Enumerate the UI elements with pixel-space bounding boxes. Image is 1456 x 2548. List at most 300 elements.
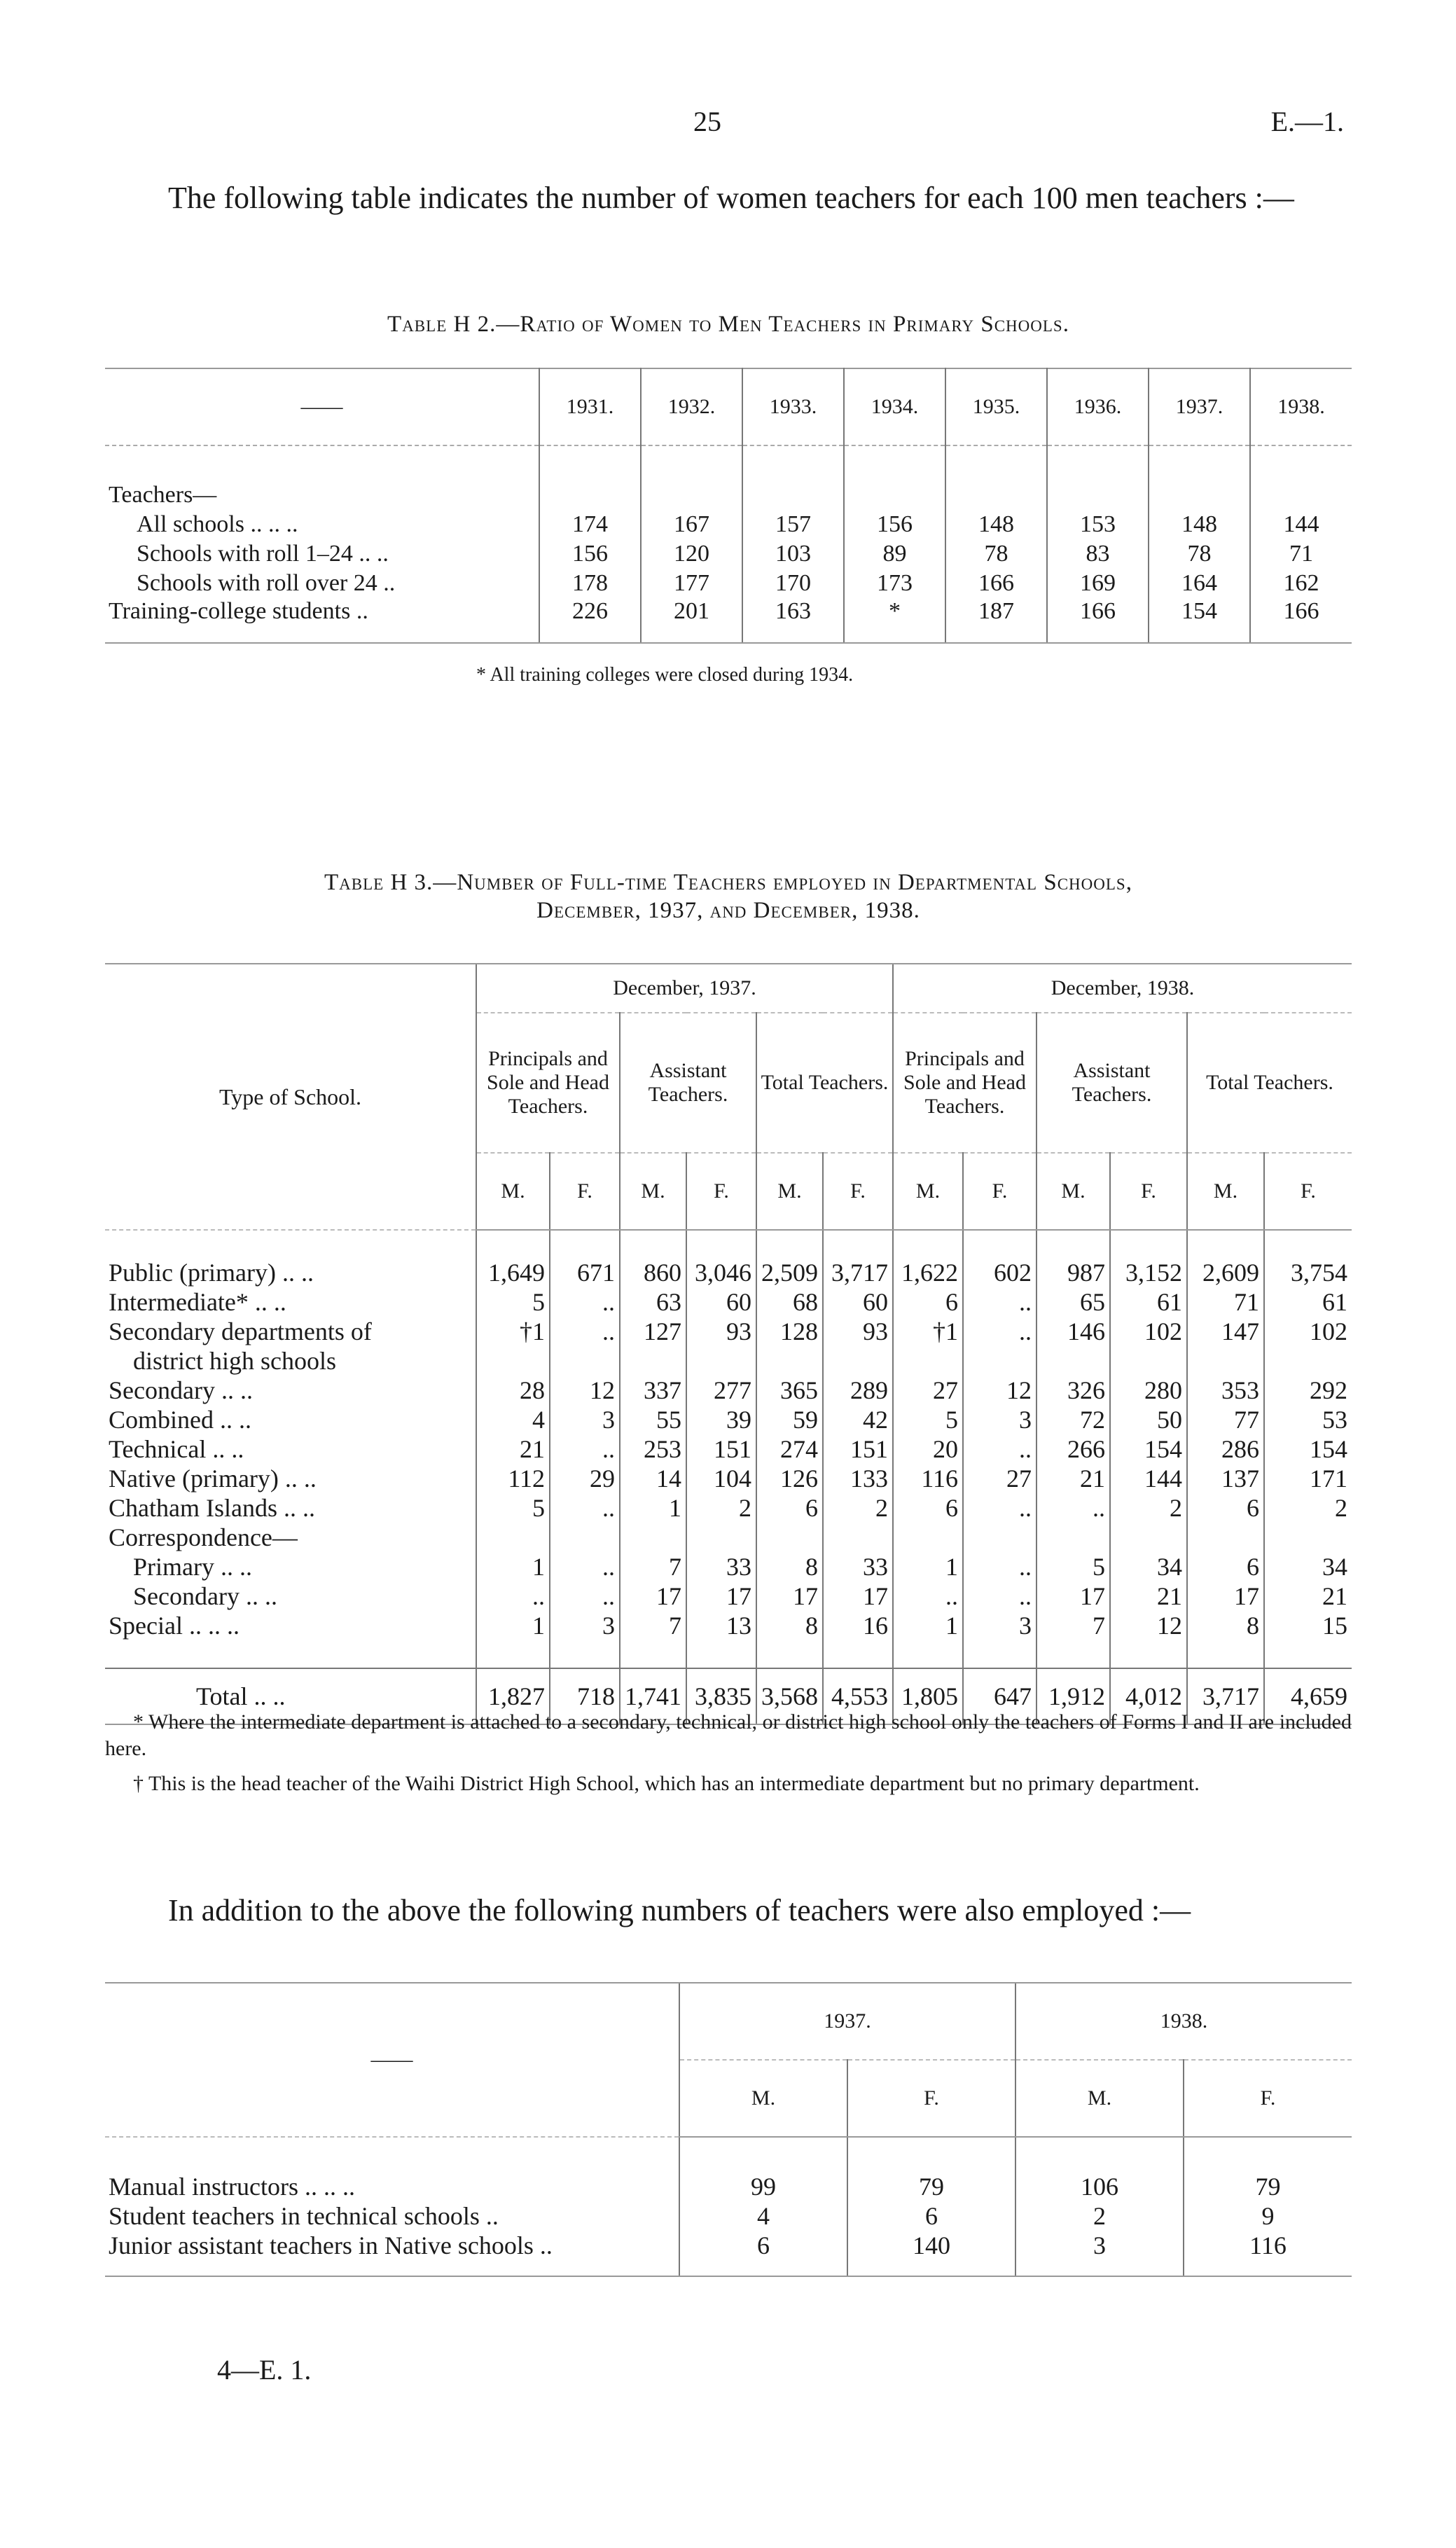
cell: 274 bbox=[756, 1434, 823, 1464]
cell bbox=[476, 1346, 550, 1376]
cell bbox=[963, 1523, 1036, 1552]
type-of-school-header: Type of School. bbox=[105, 964, 476, 1230]
cell: 8 bbox=[756, 1611, 823, 1640]
total-cell: 4,659 bbox=[1264, 1668, 1352, 1724]
cell: 671 bbox=[550, 1258, 620, 1287]
cell: 280 bbox=[1110, 1376, 1187, 1405]
total-cell: 3,835 bbox=[686, 1668, 756, 1724]
table-h2 bbox=[105, 368, 1352, 644]
cell: 166 bbox=[1047, 598, 1149, 643]
cell: 153 bbox=[1047, 510, 1149, 539]
year-header: 1936. bbox=[1047, 368, 1149, 445]
group-label: Teachers— bbox=[109, 482, 217, 508]
total-cell: 1,805 bbox=[893, 1668, 963, 1724]
cell bbox=[823, 1346, 893, 1376]
principals-header: Principals and Sole and Head Teachers. bbox=[476, 1013, 620, 1153]
principals-header: Principals and Sole and Head Teachers. bbox=[893, 1013, 1036, 1153]
cell: 17 bbox=[756, 1581, 823, 1611]
cell: 1 bbox=[620, 1493, 686, 1523]
table-row bbox=[105, 1346, 1352, 1376]
cell: 137 bbox=[1187, 1464, 1264, 1493]
total-cell: 3,717 bbox=[1187, 1668, 1264, 1724]
row-label: Schools with roll 1–24 .. .. bbox=[137, 541, 389, 567]
male-header: M. bbox=[1036, 1153, 1110, 1230]
cell: 33 bbox=[686, 1552, 756, 1581]
cell: 146 bbox=[1036, 1317, 1110, 1346]
note-intermediate: * Where the intermediate department is attached to a secondary, technical, or district high school only the teachers of Forms I and II are included here. bbox=[105, 1710, 1352, 1760]
cell bbox=[1110, 1523, 1187, 1552]
cell: 3,754 bbox=[1264, 1258, 1352, 1287]
assistant-header: Assistant Teachers. bbox=[1036, 1013, 1187, 1153]
signature-mark: 4—E. 1. bbox=[217, 2354, 312, 2386]
cell bbox=[1187, 1523, 1264, 1552]
cell bbox=[1036, 1523, 1110, 1552]
cell bbox=[476, 1523, 550, 1552]
cell: 20 bbox=[893, 1434, 963, 1464]
row-label: Secondary .. .. bbox=[133, 1582, 277, 1610]
cell: 289 bbox=[823, 1376, 893, 1405]
table-h2-stub-head: —— bbox=[300, 395, 343, 418]
row-label: Native (primary) .. .. bbox=[109, 1465, 317, 1493]
cell: 170 bbox=[742, 569, 844, 598]
year-header: 1937. bbox=[1149, 368, 1250, 445]
cell: 112 bbox=[476, 1464, 550, 1493]
cell: 21 bbox=[1036, 1464, 1110, 1493]
cell: 226 bbox=[539, 598, 641, 643]
cell: 21 bbox=[1264, 1581, 1352, 1611]
cell: 166 bbox=[945, 569, 1047, 598]
year-header: 1931. bbox=[539, 368, 641, 445]
table-row bbox=[105, 1376, 1352, 1405]
cell: 61 bbox=[1264, 1287, 1352, 1317]
row-label: Secondary departments of bbox=[109, 1317, 372, 1345]
cell: 173 bbox=[844, 569, 945, 598]
year-header: 1935. bbox=[945, 368, 1047, 445]
cell: 106 bbox=[1015, 2172, 1184, 2201]
table-row bbox=[105, 2231, 1352, 2276]
table-row bbox=[105, 1523, 1352, 1552]
cell: 72 bbox=[1036, 1405, 1110, 1434]
additional-teachers-table bbox=[105, 1982, 1352, 2277]
table-h3-title-line2: December, 1937, and December, 1938. bbox=[536, 898, 920, 923]
cell: 6 bbox=[847, 2201, 1015, 2231]
male-header: M. bbox=[476, 1153, 550, 1230]
table-row bbox=[105, 1581, 1352, 1611]
cell: 53 bbox=[1264, 1405, 1352, 1434]
cell: 174 bbox=[539, 510, 641, 539]
cell: 163 bbox=[742, 598, 844, 643]
row-label: Chatham Islands .. .. bbox=[109, 1494, 315, 1522]
cell: 6 bbox=[1187, 1552, 1264, 1581]
table-h2-title bbox=[105, 312, 1352, 338]
cell: 353 bbox=[1187, 1376, 1264, 1405]
cell: 60 bbox=[823, 1287, 893, 1317]
cell bbox=[1264, 1523, 1352, 1552]
cell: 156 bbox=[539, 539, 641, 569]
cell: 9 bbox=[1184, 2201, 1352, 2231]
cell: .. bbox=[963, 1493, 1036, 1523]
cell: 292 bbox=[1264, 1376, 1352, 1405]
cell: 147 bbox=[1187, 1317, 1264, 1346]
table-h2-footnote: * All training colleges were closed during 1934. bbox=[476, 664, 854, 686]
cell: 6 bbox=[893, 1493, 963, 1523]
cell bbox=[1187, 1346, 1264, 1376]
cell: 3,152 bbox=[1110, 1258, 1187, 1287]
cell: 120 bbox=[641, 539, 742, 569]
cell bbox=[550, 1346, 620, 1376]
female-header: F. bbox=[1264, 1153, 1352, 1230]
cell: 68 bbox=[756, 1287, 823, 1317]
row-label: Special .. .. .. bbox=[109, 1612, 240, 1640]
row-label: Student teachers in technical schools .. bbox=[109, 2202, 499, 2230]
cell bbox=[756, 1346, 823, 1376]
cell: 17 bbox=[823, 1581, 893, 1611]
cell bbox=[620, 1523, 686, 1552]
row-label: Public (primary) .. .. bbox=[109, 1259, 314, 1287]
cell: 2,509 bbox=[756, 1258, 823, 1287]
cell: 1 bbox=[893, 1552, 963, 1581]
cell: 59 bbox=[756, 1405, 823, 1434]
cell: 1,649 bbox=[476, 1258, 550, 1287]
cell: 201 bbox=[641, 598, 742, 643]
cell: 60 bbox=[686, 1287, 756, 1317]
cell: 169 bbox=[1047, 569, 1149, 598]
cell: 42 bbox=[823, 1405, 893, 1434]
cell: 2 bbox=[1015, 2201, 1184, 2231]
period-1937-header: December, 1937. bbox=[476, 964, 893, 1013]
cell: 77 bbox=[1187, 1405, 1264, 1434]
cell: 7 bbox=[620, 1611, 686, 1640]
table-row bbox=[105, 539, 1352, 569]
cell: 2,609 bbox=[1187, 1258, 1264, 1287]
cell: 83 bbox=[1047, 539, 1149, 569]
cell bbox=[756, 1523, 823, 1552]
total-header: Total Teachers. bbox=[1187, 1013, 1352, 1153]
year-header: 1934. bbox=[844, 368, 945, 445]
additional-intro-paragraph bbox=[105, 1891, 1352, 1930]
cell: 6 bbox=[679, 2231, 847, 2276]
page-header bbox=[0, 105, 1456, 147]
cell: 128 bbox=[756, 1317, 823, 1346]
table-row bbox=[105, 1434, 1352, 1464]
cell: 8 bbox=[756, 1552, 823, 1581]
female-header: F. bbox=[1110, 1153, 1187, 1230]
cell: 151 bbox=[686, 1434, 756, 1464]
table-row bbox=[105, 598, 1352, 643]
additional-intro-text: In addition to the above the following numbers of teachers were also employed :— bbox=[168, 1893, 1191, 1927]
total-cell: 1,912 bbox=[1036, 1668, 1110, 1724]
table-row bbox=[105, 1464, 1352, 1493]
cell: .. bbox=[476, 1581, 550, 1611]
cell: 1 bbox=[893, 1611, 963, 1640]
female-header: F. bbox=[963, 1153, 1036, 1230]
cell: .. bbox=[1036, 1493, 1110, 1523]
row-label: Junior assistant teachers in Native schools .. bbox=[105, 2231, 679, 2276]
cell: †1 bbox=[893, 1317, 963, 1346]
table-row bbox=[105, 1552, 1352, 1581]
cell: 326 bbox=[1036, 1376, 1110, 1405]
table-row bbox=[105, 2172, 1352, 2201]
row-label: Correspondence— bbox=[109, 1523, 298, 1551]
cell: 21 bbox=[1110, 1581, 1187, 1611]
cell: 144 bbox=[1250, 510, 1352, 539]
cell: * bbox=[844, 598, 945, 643]
cell: 61 bbox=[1110, 1287, 1187, 1317]
table-row bbox=[105, 510, 1352, 539]
cell: 157 bbox=[742, 510, 844, 539]
cell: 89 bbox=[844, 539, 945, 569]
cell: 17 bbox=[620, 1581, 686, 1611]
cell: 14 bbox=[620, 1464, 686, 1493]
cell bbox=[1264, 1346, 1352, 1376]
total-header: Total Teachers. bbox=[756, 1013, 893, 1153]
year-header: 1938. bbox=[1015, 1983, 1352, 2060]
cell: 253 bbox=[620, 1434, 686, 1464]
cell bbox=[1036, 1346, 1110, 1376]
table-h2-title-main: Ratio of Women to Men Teachers in Primary Schools. bbox=[520, 312, 1069, 337]
cell: 266 bbox=[1036, 1434, 1110, 1464]
table-h3-title-line1: Number of Full-time Teachers employed in Departmental Schools, bbox=[457, 870, 1132, 895]
table-h2-title-prefix: Table H 2.— bbox=[387, 312, 520, 337]
cell: 3 bbox=[550, 1611, 620, 1640]
male-header: M. bbox=[620, 1153, 686, 1230]
cell: 93 bbox=[823, 1317, 893, 1346]
row-label: Training-college students .. bbox=[105, 598, 539, 643]
table-h3-body bbox=[105, 1230, 1352, 1724]
cell: 12 bbox=[1110, 1611, 1187, 1640]
cell: 126 bbox=[756, 1464, 823, 1493]
male-header: M. bbox=[893, 1153, 963, 1230]
cell: 178 bbox=[539, 569, 641, 598]
cell: 63 bbox=[620, 1287, 686, 1317]
cell: 162 bbox=[1250, 569, 1352, 598]
table-row bbox=[105, 1258, 1352, 1287]
total-cell: 4,012 bbox=[1110, 1668, 1187, 1724]
table-row bbox=[105, 1405, 1352, 1434]
cell: 167 bbox=[641, 510, 742, 539]
cell: 337 bbox=[620, 1376, 686, 1405]
cell: 116 bbox=[1184, 2231, 1352, 2276]
year-header: 1937. bbox=[679, 1983, 1015, 2060]
cell: 17 bbox=[1187, 1581, 1264, 1611]
cell: 65 bbox=[1036, 1287, 1110, 1317]
total-cell: 1,827 bbox=[476, 1668, 550, 1724]
cell: †1 bbox=[476, 1317, 550, 1346]
cell: 365 bbox=[756, 1376, 823, 1405]
total-cell: 647 bbox=[963, 1668, 1036, 1724]
cell: 154 bbox=[1264, 1434, 1352, 1464]
cell: 104 bbox=[686, 1464, 756, 1493]
male-header: M. bbox=[756, 1153, 823, 1230]
cell: 21 bbox=[476, 1434, 550, 1464]
cell: .. bbox=[550, 1434, 620, 1464]
male-header: M. bbox=[1015, 2060, 1184, 2137]
cell: .. bbox=[550, 1287, 620, 1317]
cell: 140 bbox=[847, 2231, 1015, 2276]
cell: 27 bbox=[963, 1464, 1036, 1493]
cell: 151 bbox=[823, 1434, 893, 1464]
cell bbox=[963, 1346, 1036, 1376]
female-header: F. bbox=[823, 1153, 893, 1230]
assistant-header: Assistant Teachers. bbox=[620, 1013, 756, 1153]
row-label: Technical .. .. bbox=[109, 1435, 244, 1463]
year-header: 1932. bbox=[641, 368, 742, 445]
cell: .. bbox=[550, 1552, 620, 1581]
cell: 71 bbox=[1187, 1287, 1264, 1317]
table-row bbox=[105, 1611, 1352, 1640]
cell: 39 bbox=[686, 1405, 756, 1434]
cell: 79 bbox=[847, 2172, 1015, 2201]
total-label: Total .. .. bbox=[105, 1668, 476, 1724]
cell: 5 bbox=[476, 1493, 550, 1523]
cell: 116 bbox=[893, 1464, 963, 1493]
cell: 127 bbox=[620, 1317, 686, 1346]
cell: 1 bbox=[476, 1552, 550, 1581]
row-label: Manual instructors .. .. .. bbox=[109, 2173, 355, 2201]
cell: .. bbox=[893, 1581, 963, 1611]
female-header: F. bbox=[686, 1153, 756, 1230]
table-row bbox=[105, 1317, 1352, 1346]
cell: 27 bbox=[893, 1376, 963, 1405]
female-header: F. bbox=[1184, 2060, 1352, 2137]
table-h3-header-row bbox=[105, 964, 1352, 1013]
year-header: 1933. bbox=[742, 368, 844, 445]
intro-text: The following table indicates the number of women teachers for each 100 men teachers :— bbox=[168, 181, 1294, 215]
cell: .. bbox=[963, 1434, 1036, 1464]
cell bbox=[686, 1346, 756, 1376]
male-header: M. bbox=[679, 2060, 847, 2137]
cell: 50 bbox=[1110, 1405, 1187, 1434]
cell bbox=[550, 1523, 620, 1552]
cell: 987 bbox=[1036, 1258, 1110, 1287]
cell bbox=[686, 1523, 756, 1552]
cell: 154 bbox=[1110, 1434, 1187, 1464]
cell: 277 bbox=[686, 1376, 756, 1405]
cell: 3 bbox=[963, 1611, 1036, 1640]
cell: 17 bbox=[686, 1581, 756, 1611]
year-header: 1938. bbox=[1250, 368, 1352, 445]
total-cell: 718 bbox=[550, 1668, 620, 1724]
table-h3-title-prefix: Table H 3.— bbox=[324, 870, 457, 895]
cell bbox=[893, 1523, 963, 1552]
cell: 12 bbox=[963, 1376, 1036, 1405]
table-row bbox=[105, 1493, 1352, 1523]
cell: 860 bbox=[620, 1258, 686, 1287]
cell: 16 bbox=[823, 1611, 893, 1640]
cell: 33 bbox=[823, 1552, 893, 1581]
cell: .. bbox=[963, 1581, 1036, 1611]
cell: 102 bbox=[1264, 1317, 1352, 1346]
note-waihi: † This is the head teacher of the Waihi District High School, which has an intermediate department but no primary department. bbox=[133, 1772, 1200, 1795]
total-cell: 3,568 bbox=[756, 1668, 823, 1724]
cell: 1,622 bbox=[893, 1258, 963, 1287]
cell: 17 bbox=[1036, 1581, 1110, 1611]
total-cell: 4,553 bbox=[823, 1668, 893, 1724]
cell: 71 bbox=[1250, 539, 1352, 569]
cell: 154 bbox=[1149, 598, 1250, 643]
cell: .. bbox=[963, 1552, 1036, 1581]
cell: 148 bbox=[1149, 510, 1250, 539]
cell bbox=[620, 1346, 686, 1376]
cell: 6 bbox=[1187, 1493, 1264, 1523]
cell: 2 bbox=[686, 1493, 756, 1523]
cell: 15 bbox=[1264, 1611, 1352, 1640]
row-label: Primary .. .. bbox=[133, 1553, 252, 1581]
cell: 6 bbox=[756, 1493, 823, 1523]
cell: 3 bbox=[963, 1405, 1036, 1434]
male-header: M. bbox=[1187, 1153, 1264, 1230]
cell: 7 bbox=[620, 1552, 686, 1581]
cell: 602 bbox=[963, 1258, 1036, 1287]
cell: 6 bbox=[893, 1287, 963, 1317]
cell: 4 bbox=[476, 1405, 550, 1434]
cell: .. bbox=[963, 1287, 1036, 1317]
cell: 7 bbox=[1036, 1611, 1110, 1640]
table-h2-header-row bbox=[105, 368, 1352, 445]
additional-stub-head: —— bbox=[105, 1983, 679, 2137]
cell bbox=[893, 1346, 963, 1376]
row-label: district high schools bbox=[133, 1347, 336, 1375]
cell: .. bbox=[963, 1317, 1036, 1346]
cell: .. bbox=[550, 1317, 620, 1346]
row-label: Schools with roll over 24 .. bbox=[137, 570, 396, 596]
table-h3-notes bbox=[105, 1709, 1352, 1806]
page-number: 25 bbox=[693, 106, 721, 137]
cell: 2 bbox=[1264, 1493, 1352, 1523]
cell: 79 bbox=[1184, 2172, 1352, 2201]
cell bbox=[1110, 1346, 1187, 1376]
table-h2-group-row bbox=[105, 480, 1352, 510]
additional-header-row bbox=[105, 1983, 1352, 2060]
cell: 177 bbox=[641, 569, 742, 598]
intro-paragraph bbox=[105, 179, 1352, 218]
cell: 148 bbox=[945, 510, 1047, 539]
cell: 144 bbox=[1110, 1464, 1187, 1493]
cell: 5 bbox=[1036, 1552, 1110, 1581]
cell: 102 bbox=[1110, 1317, 1187, 1346]
female-header: F. bbox=[550, 1153, 620, 1230]
female-header: F. bbox=[847, 2060, 1015, 2137]
table-row bbox=[105, 2201, 1352, 2231]
table-row bbox=[105, 1287, 1352, 1317]
cell: 171 bbox=[1264, 1464, 1352, 1493]
cell: 29 bbox=[550, 1464, 620, 1493]
cell: 13 bbox=[686, 1611, 756, 1640]
cell bbox=[823, 1523, 893, 1552]
cell: 12 bbox=[550, 1376, 620, 1405]
period-1938-header: December, 1938. bbox=[893, 964, 1352, 1013]
cell: 93 bbox=[686, 1317, 756, 1346]
cell: 8 bbox=[1187, 1611, 1264, 1640]
cell: 28 bbox=[476, 1376, 550, 1405]
row-label: Secondary .. .. bbox=[109, 1376, 253, 1404]
cell: 2 bbox=[1110, 1493, 1187, 1523]
cell: 156 bbox=[844, 510, 945, 539]
table-h3 bbox=[105, 963, 1352, 1725]
total-cell: 1,741 bbox=[620, 1668, 686, 1724]
cell: 286 bbox=[1187, 1434, 1264, 1464]
cell: 34 bbox=[1110, 1552, 1187, 1581]
cell: 166 bbox=[1250, 598, 1352, 643]
cell: 187 bbox=[945, 598, 1047, 643]
cell: 133 bbox=[823, 1464, 893, 1493]
cell: 78 bbox=[1149, 539, 1250, 569]
row-label: All schools .. .. .. bbox=[137, 511, 298, 537]
table-h3-title bbox=[105, 868, 1352, 925]
cell: 103 bbox=[742, 539, 844, 569]
cell: 5 bbox=[476, 1287, 550, 1317]
cell: 4 bbox=[679, 2201, 847, 2231]
